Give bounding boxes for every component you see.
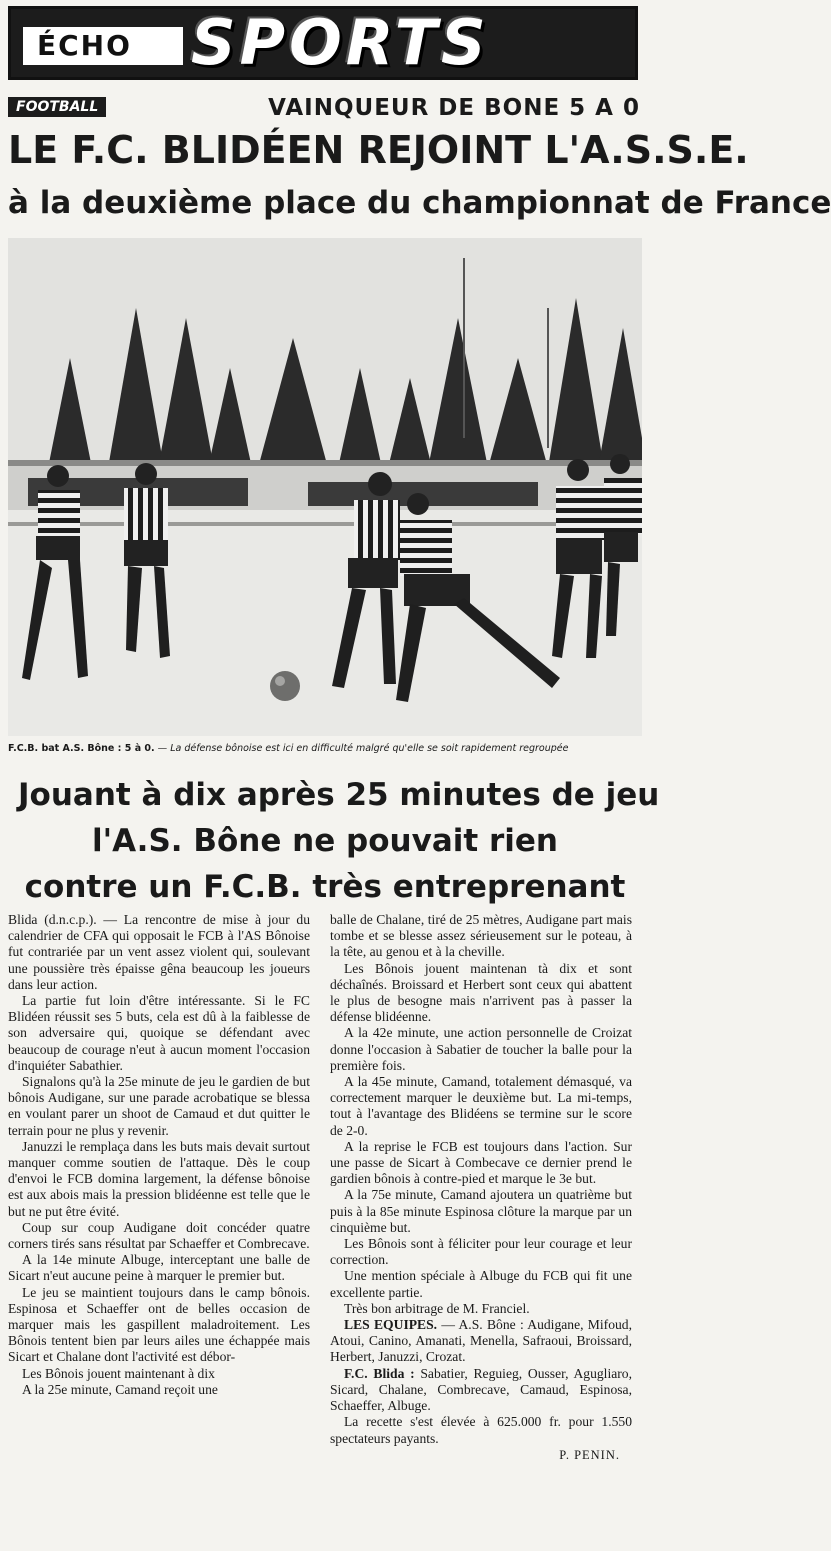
paragraph: A la 42e minute, une action personnelle de Croizat donne l'occasion à Sabatier de toucher la balle pour la première fois. bbox=[330, 1025, 632, 1073]
subhead: à la deuxième place du championnat de France bbox=[8, 185, 831, 221]
photo-caption bbox=[8, 742, 642, 756]
article-column-left bbox=[8, 912, 310, 1398]
author-signature: P. PENIN. bbox=[559, 1447, 620, 1462]
teams-blida-list: Sabatier, Reguieg, Ousser, Agugliaro, Sicard, Chalane, Combrecave, Camaud, Espinosa, Schaeffer, Albuge. bbox=[330, 1365, 632, 1414]
paragraph: A la 25e minute, Camand reçoit une bbox=[22, 1381, 218, 1397]
article-title-line: l'A.S. Bône ne pouvait rien bbox=[92, 823, 558, 859]
paragraph: A la 45e minute, Camand, totalement démasqué, va correctement marquer le deuxième but. La mi-temps, tout à l'avantage des Blidéens se termine sur le score de 2-0. bbox=[330, 1074, 632, 1138]
paragraph: Les Bônois jouent maintenan tà dix et sont déchaînés. Broissard et Herbert sont ceux qui abattent le plus de besogne mais n'arrivent pas à passer la défense blidéenne. bbox=[330, 960, 632, 1025]
match-photo bbox=[8, 238, 642, 736]
paragraph: Januzzi le remplaça dans les buts mais devait surtout manquer comme soutien de l'attaque. Dès le coup d'envoi le FCB domina largement, la défense bônoise est aux abois mais la pression blidéenne est telle que le but ne put être évité. bbox=[8, 1138, 310, 1219]
article-title bbox=[18, 772, 660, 910]
article-title-line: contre un F.C.B. très entreprenant bbox=[24, 869, 626, 905]
paragraph: Les Bônois sont à féliciter pour leur courage et leur correction. bbox=[330, 1236, 632, 1268]
masthead bbox=[8, 6, 638, 80]
paragraph: Coup sur coup Audigane doit concéder quatre corners tirés sans résultat par Schaeffer et Combrecave. bbox=[8, 1219, 310, 1252]
article-title-line: Jouant à dix après 25 minutes de jeu bbox=[18, 777, 660, 813]
teams-label: LES EQUIPES. bbox=[344, 1317, 438, 1333]
section-tag: FOOTBALL bbox=[8, 97, 106, 117]
masthead-echo: ÉCHO bbox=[23, 27, 183, 65]
paragraph: Blida (d.n.c.p.). — La rencontre de mise à jour du calendrier de CFA qui opposait le FCB à l'AS Bônoise fut contrariée par un vent assez violent qui, soulevant une poussière très épaisse gêna beaucoup les joueurs dans leur action. bbox=[8, 912, 310, 992]
paragraph: Les Bônois jouent maintenant à dix bbox=[22, 1365, 215, 1381]
paragraph: Une mention spéciale à Albuge du FCB qui fit une excellente partie. bbox=[330, 1268, 632, 1300]
article-column-right bbox=[330, 912, 632, 1463]
paragraph: Signalons qu'à la 25e minute de jeu le gardien de but bônois Audigane, sur une parade acrobatique se blessa en voulant parer un shoot de Camaud et dut quitter le terrain pour ne plus y revenir. bbox=[8, 1074, 310, 1138]
paragraph: A la 14e minute Albuge, interceptant une balle de Sicart n'eut aucune peine à marquer le premier but. bbox=[8, 1252, 310, 1284]
kicker: VAINQUEUR DE BONE 5 A 0 bbox=[268, 95, 640, 121]
receipts: La recette s'est élevée à 625.000 fr. pour 1.550 spectateurs payants. bbox=[330, 1414, 632, 1446]
headline: LE F.C. BLIDÉEN REJOINT L'A.S.S.E. bbox=[8, 128, 749, 172]
paragraph: Très bon arbitrage de M. Franciel. bbox=[344, 1300, 530, 1316]
paragraph: A la reprise le FCB est toujours dans l'action. Sur une passe de Sicart à Combecave ce dernier prend le gardien bônois à contre-pied et marque le 3e but. bbox=[330, 1138, 632, 1187]
teams-blida bbox=[330, 1366, 632, 1415]
match-photo-illustration bbox=[8, 238, 642, 736]
paragraph: La partie fut loin d'être intéressante. Si le FC Blidéen réussit ses 5 buts, cela est dû à la faiblesse de son adversaire qui, quoique se défendant avec beaucoup de courage n'eut à aucun moment l'occasion d'inquiéter Sabathier. bbox=[8, 993, 310, 1073]
caption-text: — La défense bônoise est ici en difficulté malgré qu'elle se soit rapidement regroupée bbox=[157, 743, 569, 754]
teams-blida-label: F.C. Blida : bbox=[344, 1365, 415, 1381]
teams-bone bbox=[330, 1317, 632, 1366]
paragraph: A la 75e minute, Camand ajoutera un quatrième but puis à la 85e minute Espinosa clôture la marque par un cinquième but. bbox=[330, 1187, 632, 1235]
paragraph: Le jeu se maintient toujours dans le camp bônois. Espinosa et Schaeffer ont de belles occasion de marquer mais les gaspillent maladroitement. Les Bônois tentent bien par leurs ailes une échappée mais Sicart et Chalane dont l'activité est débor- bbox=[8, 1284, 310, 1365]
teams-bone-list: — A.S. Bône : Audigane, Mifoud, Atoui, Canino, Amanati, Menella, Safraoui, Broissard, Herbert, Januzzi, Crozat. bbox=[330, 1317, 632, 1365]
paragraph: balle de Chalane, tiré de 25 mètres, Audigane part mais tombe et se blesse assez sérieusement sur le poteau, à la tête, au genou et à la cheville. bbox=[330, 912, 632, 960]
caption-lead: F.C.B. bat A.S. Bône : 5 à 0. bbox=[8, 743, 155, 754]
masthead-sports-logo: SPORTS bbox=[191, 6, 490, 79]
